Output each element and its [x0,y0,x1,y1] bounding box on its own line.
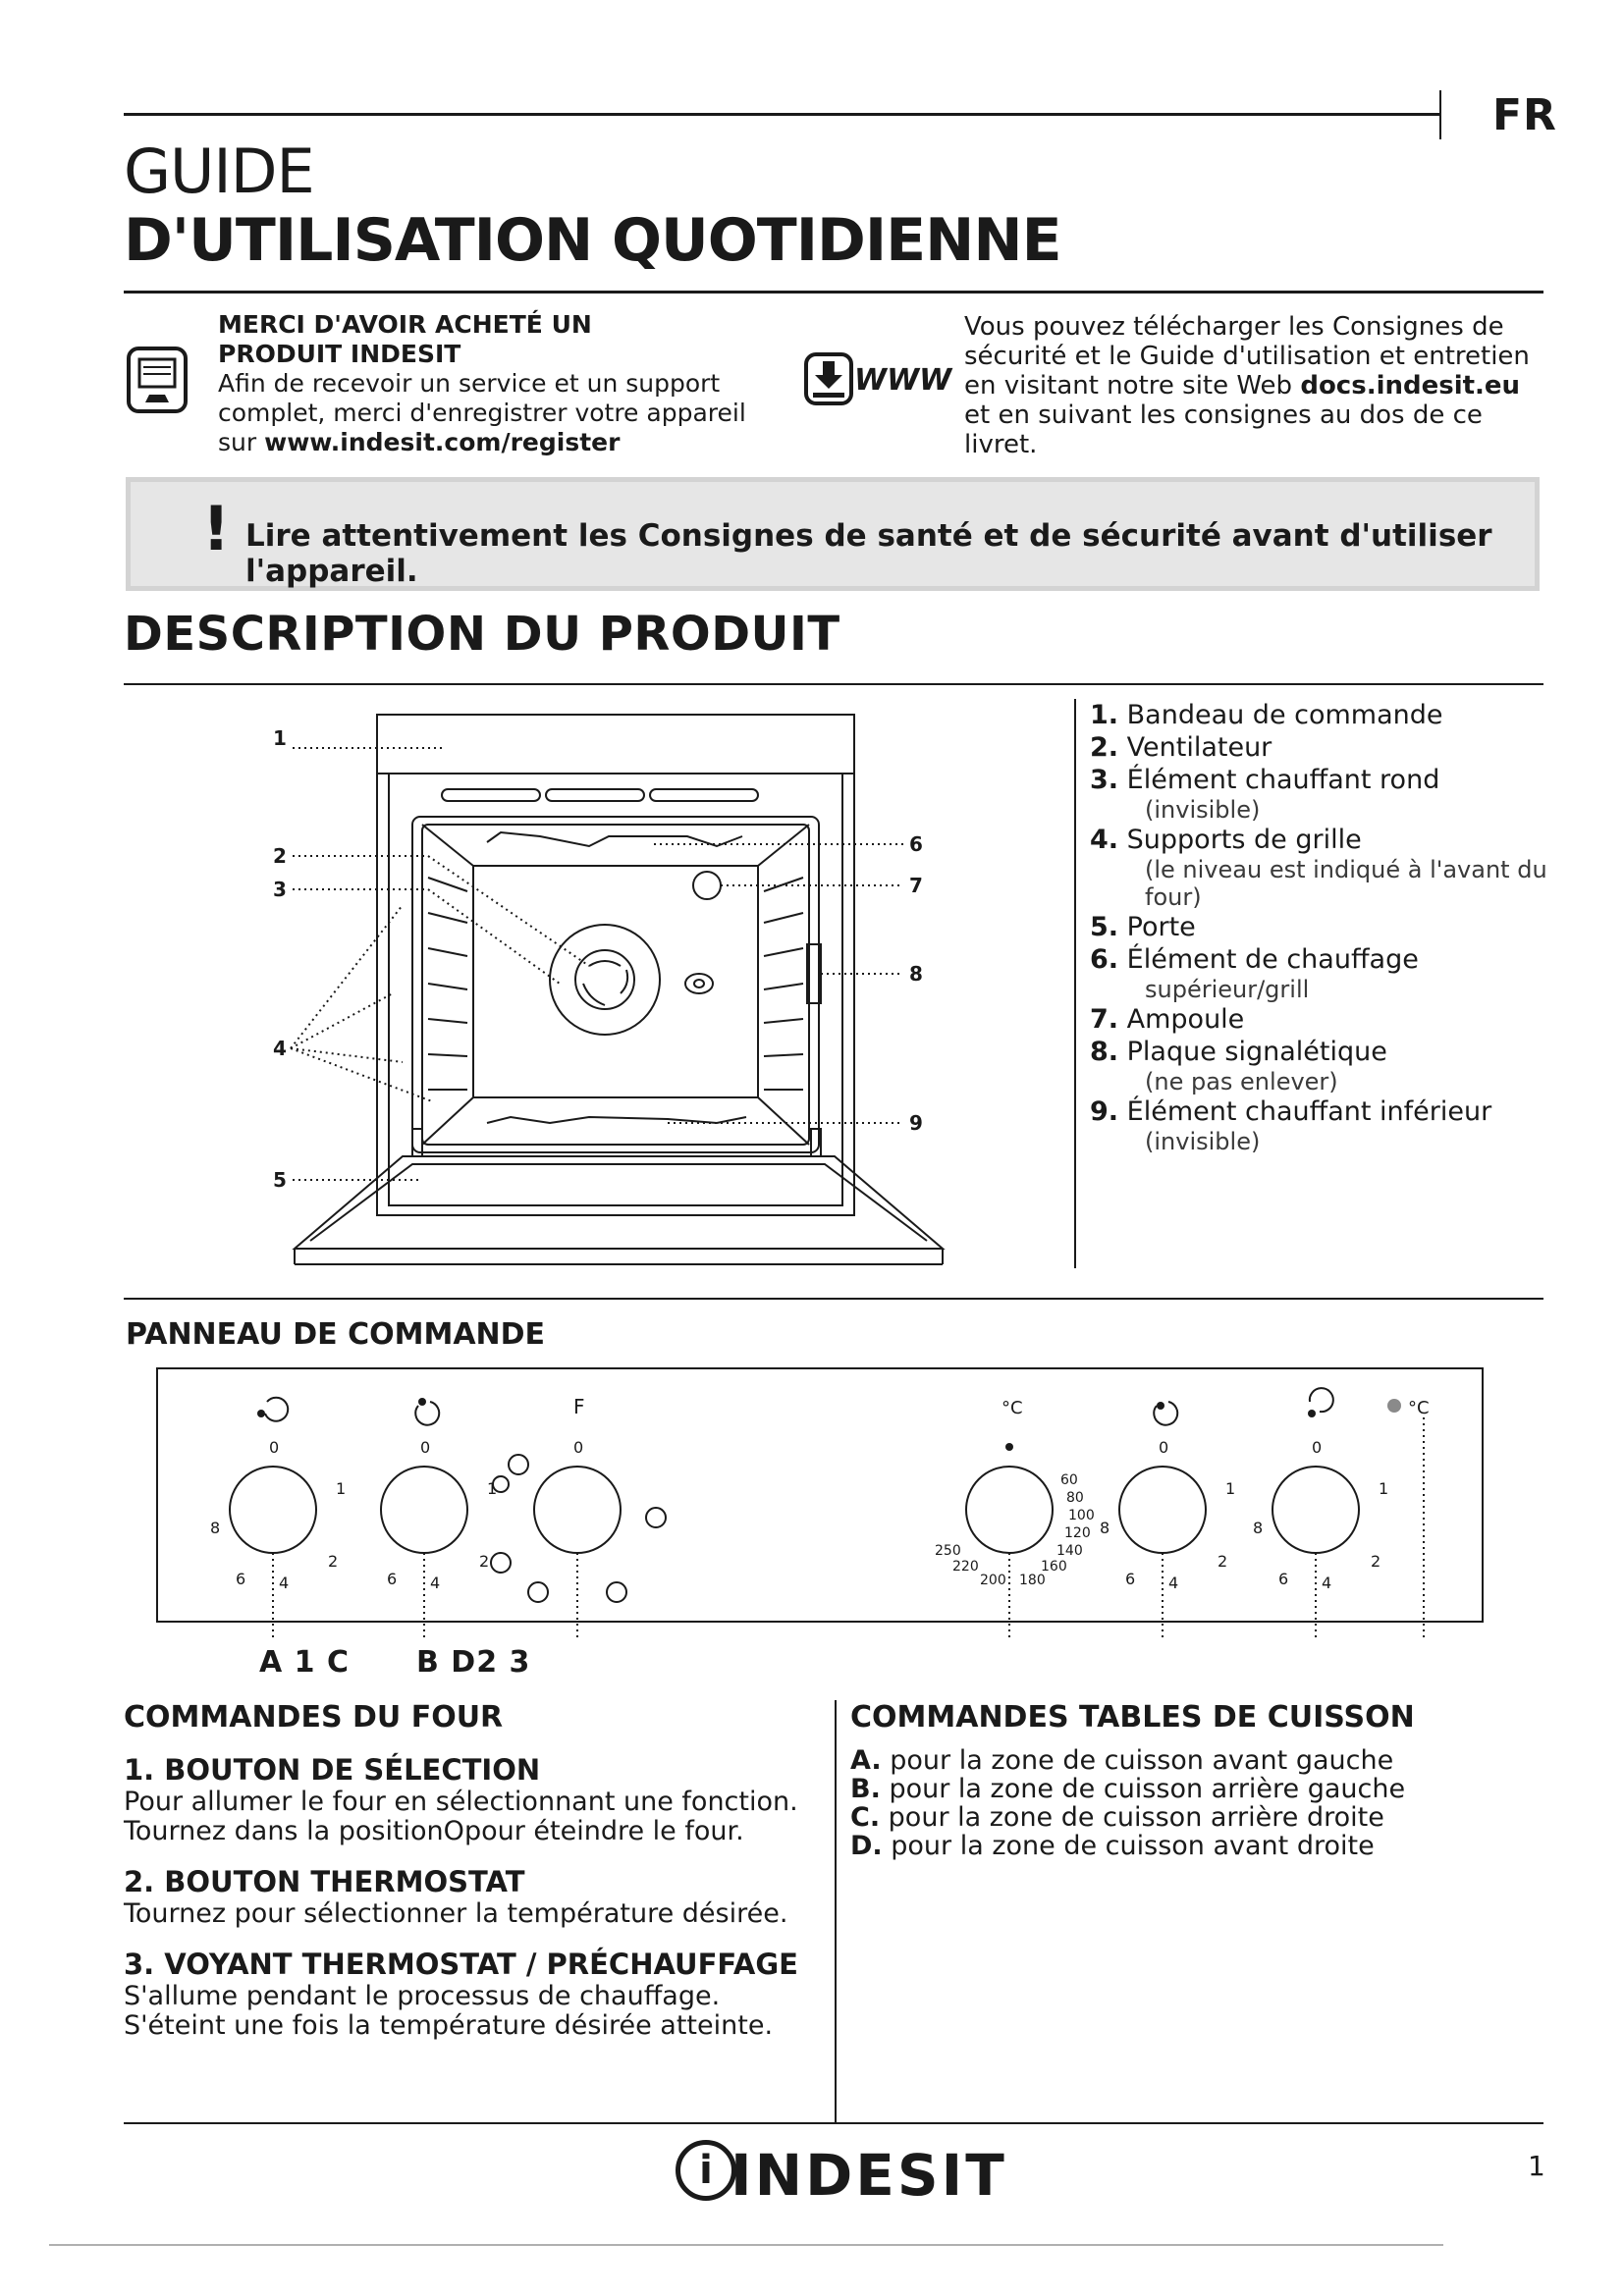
mark: 4 [279,1574,290,1592]
description-divider [1074,699,1076,1268]
register-title-2: PRODUIT INDESIT [218,340,461,368]
item-text: Pour allumer le four en sélectionnant une fonction. Tournez dans la position [124,1787,798,1846]
mark: 4 [1322,1574,1332,1592]
controls-divider [835,1700,837,2122]
knob-d[interactable] [1119,1467,1206,1553]
mark: 6 [236,1570,246,1588]
legend-item: 1. Bandeau de commande [1090,700,1443,730]
item-text: Tournez pour sélectionner la température désirée. [124,1898,788,1929]
register-block [218,310,787,457]
language-code: FR [1492,90,1557,140]
warning-text: Lire attentivement les Consignes de santé et de sécurité avant d'utiliser l'appareil. [245,518,1492,589]
panel-title: PANNEAU DE COMMANDE [126,1317,546,1352]
download-link[interactable]: docs.indesit.eu [1300,371,1521,400]
control-panel-diagram [155,1366,1490,1647]
oven-controls [124,1700,811,2041]
oven-diagram [255,699,1021,1278]
legend-item: 8. Plaque signalétique (ne pas enlever) [1090,1037,1387,1095]
mark: 2 [1371,1552,1381,1571]
deg-label-2: °C [1408,1398,1430,1418]
hob-controls [850,1700,1557,1860]
legend-item: 4. Supports de grille (le niveau est indiqué à l'avant du four) [1090,825,1547,911]
page-number: 1 [1528,2150,1545,2182]
warning-icon: ! [202,493,231,564]
hob-item: B. pour la zone de cuisson arrière gauche [850,1774,1406,1804]
mark: 4 [1168,1574,1179,1592]
knob-c[interactable] [1272,1467,1359,1553]
legend-item: 5. Porte [1090,912,1196,942]
register-link[interactable]: www.indesit.com/register [264,428,621,456]
deg-label-1: °C [1001,1398,1023,1418]
description-title: DESCRIPTION DU PRODUIT [124,607,840,662]
legend-item: 2. Ventilateur [1090,732,1272,763]
mark: 2 [1218,1552,1228,1571]
mark: 2 [479,1552,490,1571]
part-legend [1090,699,1561,1155]
knob-sel-zero: 0 [573,1438,584,1457]
temp-220: 220 [952,1559,979,1575]
callout-4: 4 [273,1037,287,1060]
description-rule [124,683,1543,685]
temp-180: 180 [1019,1573,1046,1588]
callout-8: 8 [909,962,923,986]
legend-item: 7. Ampoule [1090,1004,1245,1035]
hob-controls-title: COMMANDES TABLES DE CUISSON [850,1700,1415,1735]
oven-control-item [124,1947,811,2041]
www-label: WWW [854,363,952,398]
item-heading: 1. BOUTON DE SÉLECTION [124,1753,541,1787]
temp-200: 200 [980,1573,1006,1588]
knob-b-zero: 0 [420,1438,431,1457]
register-text: Afin de recevoir un service et un support complet, merci d'enregistrer votre appareil sur [218,369,746,456]
legend-item: 3. Élément chauffant rond (invisible) [1090,765,1440,824]
header-rule [124,113,1439,116]
callout-6: 6 [909,832,923,856]
mark: 1 [1379,1479,1389,1498]
item-text-after: pour éteindre le four. [463,1816,744,1846]
hob-item: A. pour la zone de cuisson avant gauche [850,1745,1394,1776]
header-rule-tick [1439,90,1441,139]
download-badge [803,351,950,410]
temp-100: 100 [1068,1508,1095,1523]
callout-1: 1 [273,726,287,750]
knob-a-zero: 0 [269,1438,280,1457]
item-heading: 3. VOYANT THERMOSTAT / PRÉCHAUFFAGE [124,1948,798,1981]
mark: 6 [1125,1570,1136,1588]
item-heading: 2. BOUTON THERMOSTAT [124,1865,525,1898]
oven-control-panel [377,715,854,774]
brand-logo-mark: i [676,2140,736,2201]
page-title-line1: GUIDE [124,135,314,207]
callout-2: 2 [273,844,287,868]
mark: 8 [210,1519,221,1537]
monitor-icon [126,346,189,416]
item-text: S'allume pendant le processus de chauffage. S'éteint une fois la température désirée atteinte. [124,1981,774,2041]
mark: 1 [1225,1479,1236,1498]
label-knobs-right: B D2 3 [416,1645,531,1680]
footer-rule [124,2122,1543,2124]
download-block [964,312,1553,459]
oven-controls-title: COMMANDES DU FOUR [124,1700,504,1735]
temp-80: 80 [1066,1490,1084,1506]
mark: 6 [387,1570,398,1588]
mark: 6 [1278,1570,1289,1588]
download-text-2: et en suivant les consignes au dos de ce livret. [964,400,1483,459]
title-rule [124,291,1543,294]
oven-control-item [124,1864,811,1929]
knob-a[interactable] [230,1467,316,1553]
off-symbol: O [443,1816,464,1846]
callout-3: 3 [273,878,287,901]
mark: 8 [1253,1519,1264,1537]
bottom-rule [49,2244,1443,2246]
hob-item: C. pour la zone de cuisson arrière droite [850,1802,1384,1833]
mark: 1 [487,1479,498,1498]
callout-9: 9 [909,1111,923,1135]
legend-item: 6. Élément de chauffage supérieur/grill [1090,944,1419,1003]
knob-b[interactable] [381,1467,467,1553]
panel-rule [124,1298,1543,1300]
page-title-line2: D'UTILISATION QUOTIDIENNE [124,206,1061,275]
mark: 4 [430,1574,441,1592]
knob-c-zero: 0 [1312,1438,1323,1457]
knob-selector[interactable] [534,1467,621,1553]
label-knobs-left: A 1 C [259,1645,350,1680]
callout-7: 7 [909,874,923,897]
knob-thermostat[interactable] [966,1467,1053,1553]
f-label: F [573,1395,585,1418]
mark: 8 [1100,1519,1110,1537]
brand-logo: INDESIT [731,2142,1007,2209]
legend-item: 9. Élément chauffant inférieur (invisible) [1090,1096,1492,1155]
temp-120: 120 [1064,1525,1091,1541]
callout-5: 5 [273,1168,287,1192]
oven-control-item [124,1752,811,1846]
temp-160: 160 [1041,1559,1067,1575]
register-title-1: MERCI D'AVOIR ACHETÉ UN [218,310,592,339]
temp-140: 140 [1056,1543,1083,1559]
hob-item: D. pour la zone de cuisson avant droite [850,1831,1375,1861]
download-icon [803,351,854,406]
temp-60: 60 [1060,1472,1078,1488]
download-text-1: Vous pouvez télécharger les Consignes de sécurité et le Guide d'utilisation et entretien en visitant notre site Web [964,312,1530,400]
knob-d-zero: 0 [1159,1438,1169,1457]
temp-250: 250 [935,1543,961,1559]
mark: 1 [336,1479,347,1498]
mark: 2 [328,1552,339,1571]
